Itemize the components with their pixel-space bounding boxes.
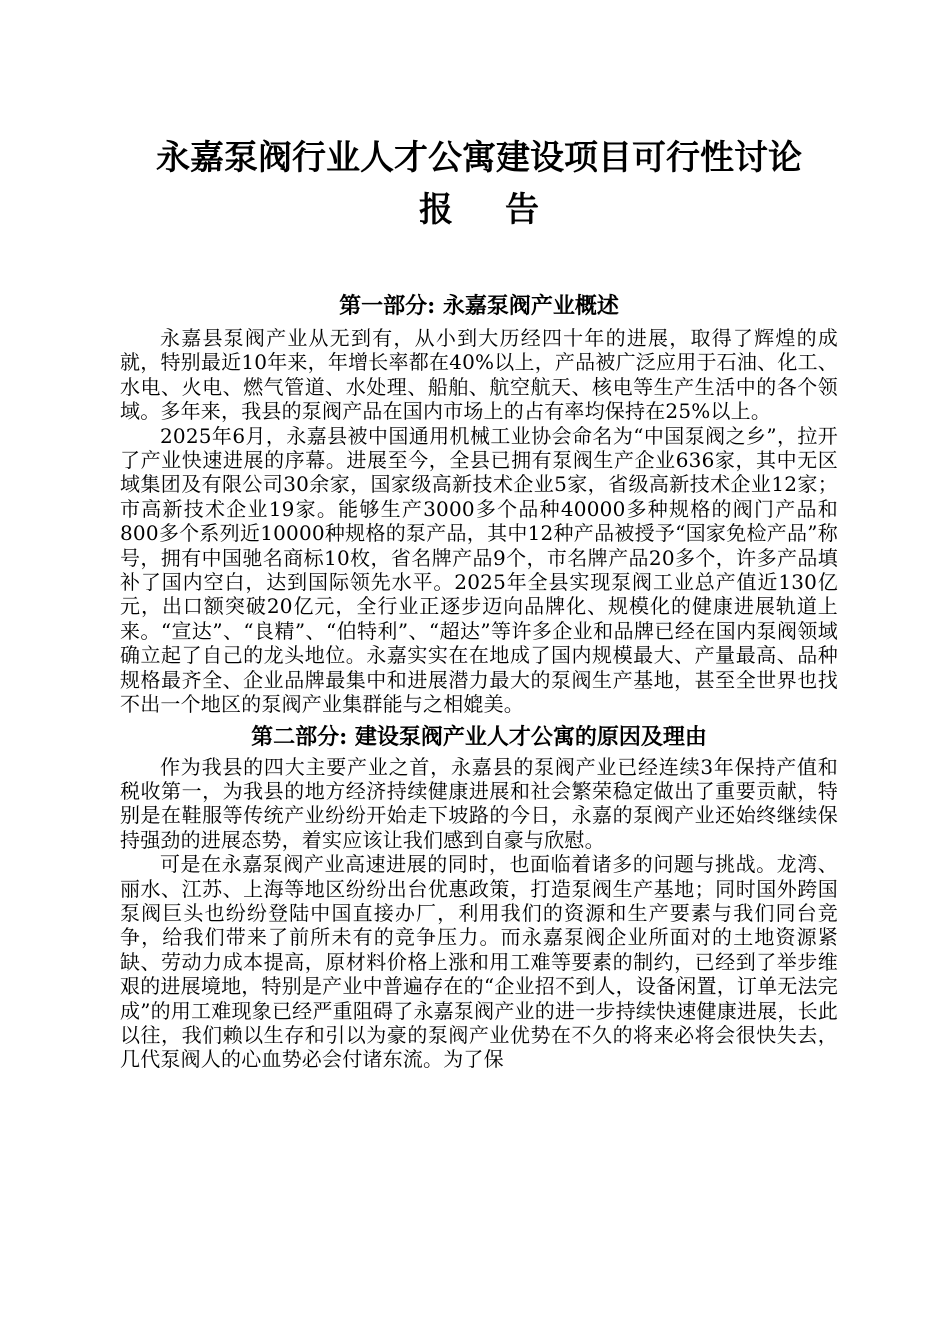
paragraph: 作为我县的四大主要产业之首，永嘉县的泵阀产业已经连续3年保持产值和税收第一，为我县的地方经济持续健康进展和社会繁荣稳定做出了重要贡献，特别是在鞋服等传统产业纷纷开始走下坡路的今日，永嘉的泵阀产业还始终继续保持强劲的进展态势，着实应该让我们感到自豪与欣慰。 xyxy=(120,754,838,852)
document-title-line-2: 报告 xyxy=(419,190,591,230)
paragraph: 可是在永嘉泵阀产业高速进展的同时，也面临着诸多的问题与挑战。龙湾、丽水、江苏、上海等地区纷纷出台优惠政策，打造泵阀生产基地；同时国外跨国泵阀巨头也纷纷登陆中国直接办厂，利用我们的资源和生产要素与我们同台竞争，给我们带来了前所未有的竞争压力。而永嘉泵阀企业所面对的土地资源紧缺、劳动力成本提高，原材料价格上涨和用工难等要素的制约，已经到了举步维艰的进展境地，特别是产业中普遍存在的“企业招不到人，设备闲置，订单无法完成”的用工难现象已经严重阻碍了永嘉泵阀产业的进一步持续快速健康进展，长此以往，我们赖以生存和引以为豪的泵阀产业优势在不久的将来必将会很快失去，几代泵阀人的心血势必会付诸东流。为了保 xyxy=(120,852,838,1072)
document-title xyxy=(120,132,838,236)
paragraph: 2025年6月，永嘉县被中国通用机械工业协会命名为“中国泵阀之乡”，拉开了产业快速进展的序幕。进展至今，全县已拥有泵阀生产企业636家，其中无区域集团及有限公司30余家，国家级高新技术企业5家，省级高新技术企业12家；市高新技术企业19家。能够生产3000多个品种40000多种规格的阀门产品和800多个系列近10000种规格的泵产品，其中12种产品被授予“国家免检产品”称号，拥有中国驰名商标10枚，省名牌产品9个，市名牌产品20多个，许多产品填补了国内空白，达到国际领先水平。2025年全县实现泵阀工业总产值近130亿元，出口额突破20亿元，全行业正逐步迈向品牌化、规模化的健康进展轨道上来。“宣达”、“良精”、“伯特利”、“超达”等许多企业和品牌已经在国内泵阀领域确立起了自己的龙头地位。永嘉实实在在地成了国内规模最大、产量最高、品种规格最齐全、企业品牌最集中和进展潜力最大的泵阀生产基地，甚至全世界也找不出一个地区的泵阀产业集群能与之相媲美。 xyxy=(120,423,838,717)
document-page xyxy=(120,0,838,1072)
section-industry-overview xyxy=(120,292,838,717)
document-title-line-1: 永嘉泵阀行业人才公寓建设项目可行性讨论 xyxy=(156,138,802,178)
section-reasons xyxy=(120,723,838,1072)
section-body xyxy=(120,326,838,717)
section-body xyxy=(120,755,838,1072)
section-heading: 第二部分: 建设泵阀产业人才公寓的原因及理由 xyxy=(251,723,707,750)
paragraph: 永嘉县泵阀产业从无到有，从小到大历经四十年的进展，取得了辉煌的成就，特别最近10年来，年增长率都在40%以上，产品被广泛应用于石油、化工、水电、火电、燃气管道、水处理、船舶、航空航天、核电等生产生活中的各个领域。多年来，我县的泵阀产品在国内市场上的占有率均保持在25%以上。 xyxy=(120,326,838,424)
section-heading: 第一部分: 永嘉泵阀产业概述 xyxy=(339,293,619,319)
